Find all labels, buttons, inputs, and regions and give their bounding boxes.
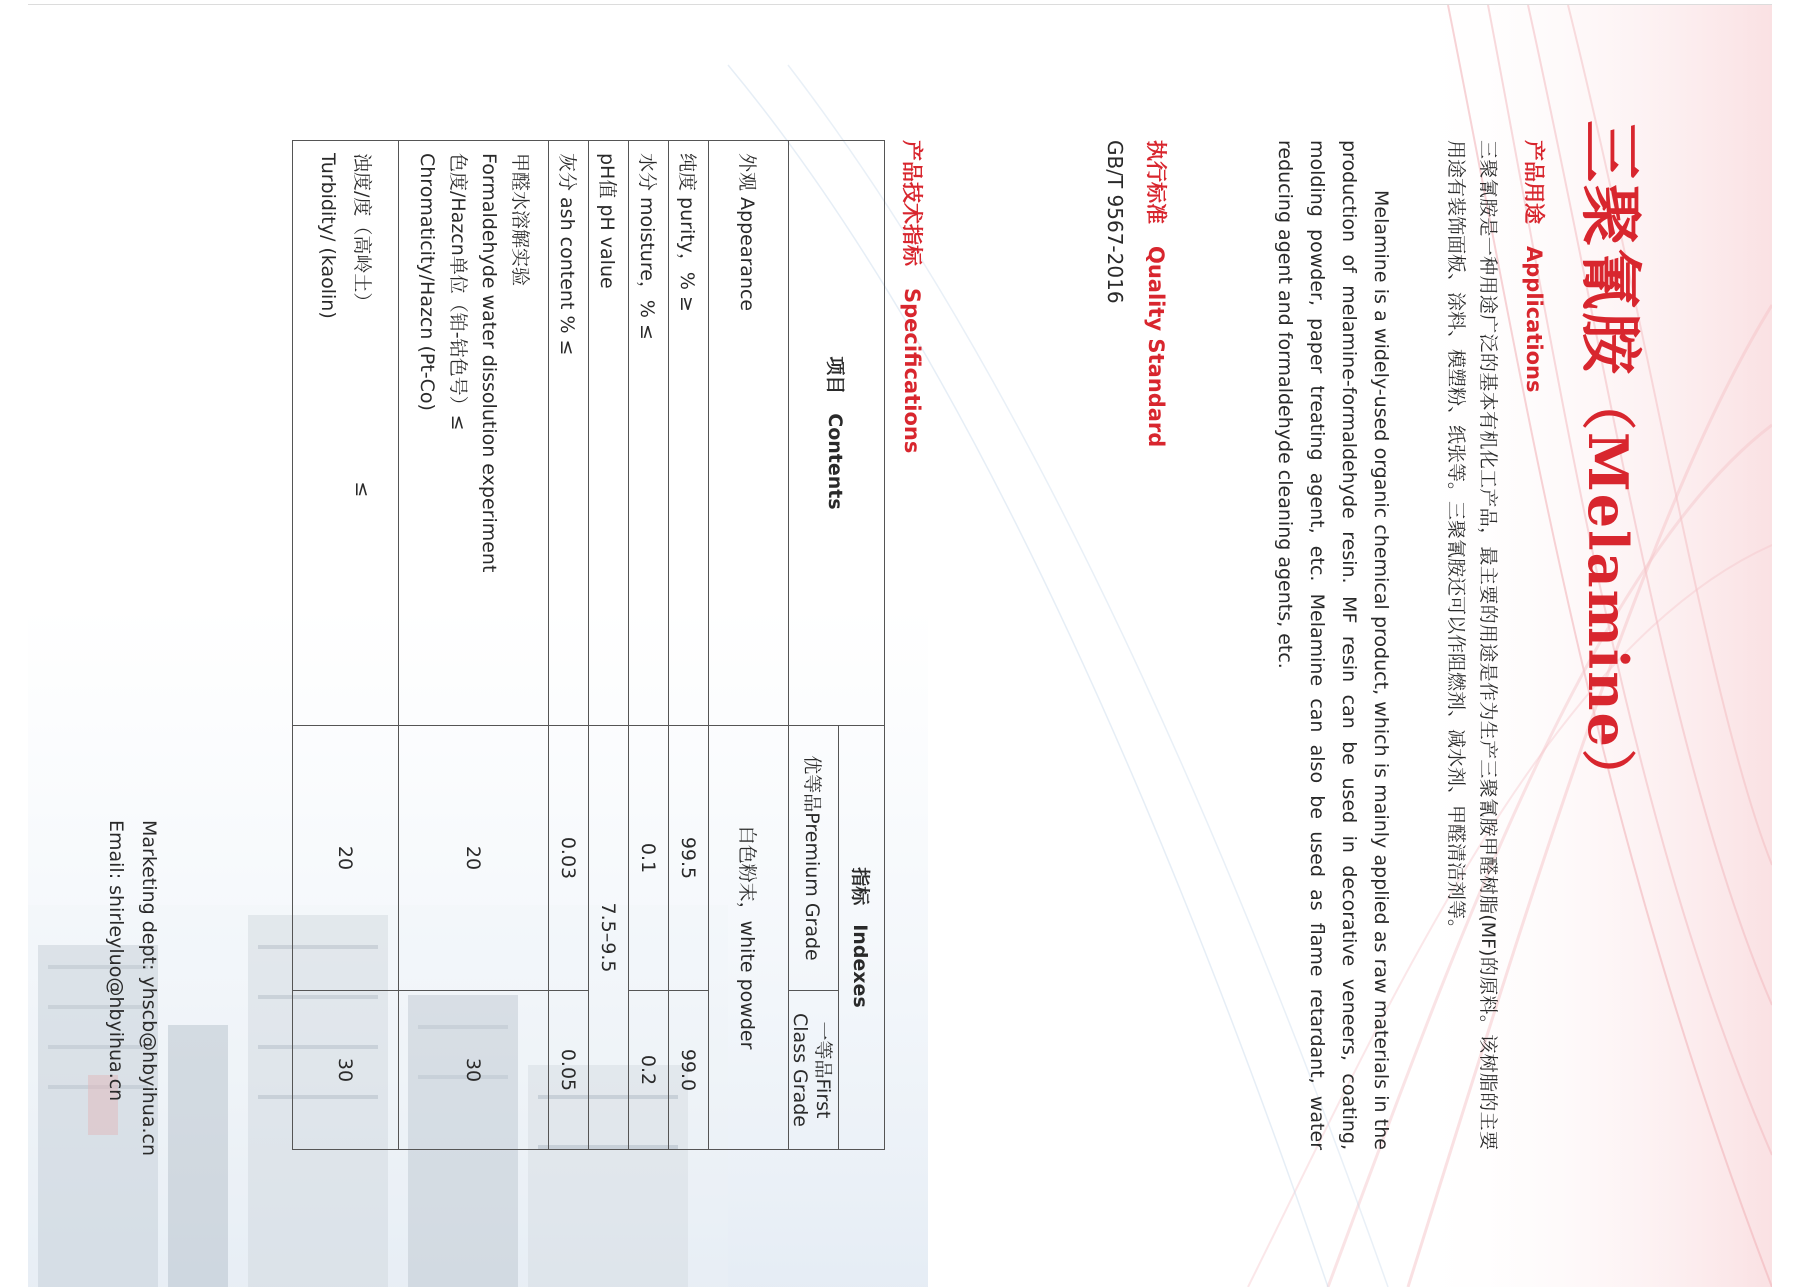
- contact-marketing: Marketing dept: yhscb@hbyihua.cn: [138, 820, 160, 1157]
- specifications-heading-en: Specifications: [900, 288, 924, 454]
- applications-text-en: Melamine is a widely-used organic chemical product, which is mainly applied as raw materials in the production of melamine-formaldehyde resin. MF resin can be used in decorative veneers, coating, molding powder, paper treating agent, etc. Melamine can also be used as flame retardant, water reducing agent and formaldehyde cleaning agents, etc.: [1274, 140, 1392, 1150]
- table-row: [399, 141, 549, 1150]
- row-turbidity-label: [293, 141, 399, 726]
- row-turbidity-label-1-text: 浊度/度（高岭土）: [351, 153, 374, 312]
- title-cn: 三聚氰胺: [1574, 120, 1647, 377]
- applications-heading: [1520, 140, 1550, 392]
- quality-standard-heading: [1142, 140, 1172, 447]
- header-premium: 优等品Premium Grade: [789, 726, 839, 991]
- row-moisture-premium: 0.1: [629, 726, 669, 991]
- table-header-row: [839, 141, 885, 1150]
- row-formaldehyde-label-2: Formaldehyde water dissolution experiment: [478, 153, 501, 573]
- row-ph-label: pH值 pH value: [589, 141, 629, 726]
- row-purity-premium: 99.5: [669, 726, 709, 991]
- row-turbidity-label-2: Turbidity/ (kaolin): [317, 153, 340, 319]
- row-moisture-first: 0.2: [629, 991, 669, 1150]
- row-moisture-label: 水分 moisture，% ≤: [629, 141, 669, 726]
- table-row: [709, 141, 789, 1150]
- row-turbidity-premium: 20: [293, 726, 399, 991]
- table-row: [669, 141, 709, 1150]
- quality-standard-heading-cn: 执行标准: [1144, 140, 1168, 224]
- table-row: [293, 141, 399, 1150]
- row-purity-first: 99.0: [669, 991, 709, 1150]
- table-row: [589, 141, 629, 1150]
- row-ash-first: 0.05: [549, 991, 589, 1150]
- row-ash-premium: 0.03: [549, 726, 589, 991]
- specifications-heading: [898, 140, 928, 453]
- applications-text-cn: 三聚氰胺是一种用途广泛的基本有机化工产品，最主要的用途是作为生产三聚氰胺甲醛树脂(MF)的原料。该树脂的主要用途有装饰面板、涂料、模塑粉、纸张等。三聚氰胺还可以作阻燃剂、减水剂、甲醛清洁剂等。: [1445, 140, 1499, 1150]
- header-indexes: 指标 Indexes: [839, 726, 885, 1150]
- row-turbidity-label-1-suffix: ≤: [351, 481, 374, 498]
- table-row: [549, 141, 589, 1150]
- row-turbidity-first: 30: [293, 991, 399, 1150]
- contact-email: Email: shirleyluo@hbyihua.cn: [105, 820, 127, 1102]
- row-formaldehyde-label-1: 甲醛水溶解实验: [509, 153, 532, 287]
- page-title: [1571, 120, 1660, 805]
- row-appearance-label: 外观 Appearance: [709, 141, 789, 726]
- row-formaldehyde-first: 30: [399, 991, 549, 1150]
- row-formaldehyde-label-4: Chromaticity/Hazcn (Pt-Co): [416, 153, 439, 411]
- row-ash-label: 灰分 ash content % ≤: [549, 141, 589, 726]
- row-formaldehyde-premium: 20: [399, 726, 549, 991]
- row-purity-label: 纯度 purity，% ≥: [669, 141, 709, 726]
- row-ph-value: 7.5–9.5: [589, 726, 629, 1150]
- specifications-table: [292, 140, 885, 1150]
- table-row: [629, 141, 669, 1150]
- applications-heading-en: Applications: [1522, 246, 1546, 393]
- row-turbidity-label-1: [346, 153, 380, 713]
- row-formaldehyde-label-3: 色度/Hazcn单位（铂-钴色号）≤: [447, 153, 470, 431]
- contact-info: [99, 820, 165, 1156]
- title-en: （Melamine）: [1576, 376, 1640, 805]
- row-formaldehyde-label: [399, 141, 549, 726]
- specifications-heading-cn: 产品技术指标: [900, 140, 924, 266]
- applications-heading-cn: 产品用途: [1522, 140, 1546, 224]
- header-contents: 项目 Contents: [789, 141, 885, 726]
- quality-standard-heading-en: Quality Standard: [1144, 246, 1168, 448]
- quality-standard-value: GB/T 9567-2016: [1103, 140, 1127, 304]
- row-appearance-value: 白色粉末，white powder: [709, 726, 789, 1150]
- header-first: 一等品First Class Grade: [789, 991, 839, 1150]
